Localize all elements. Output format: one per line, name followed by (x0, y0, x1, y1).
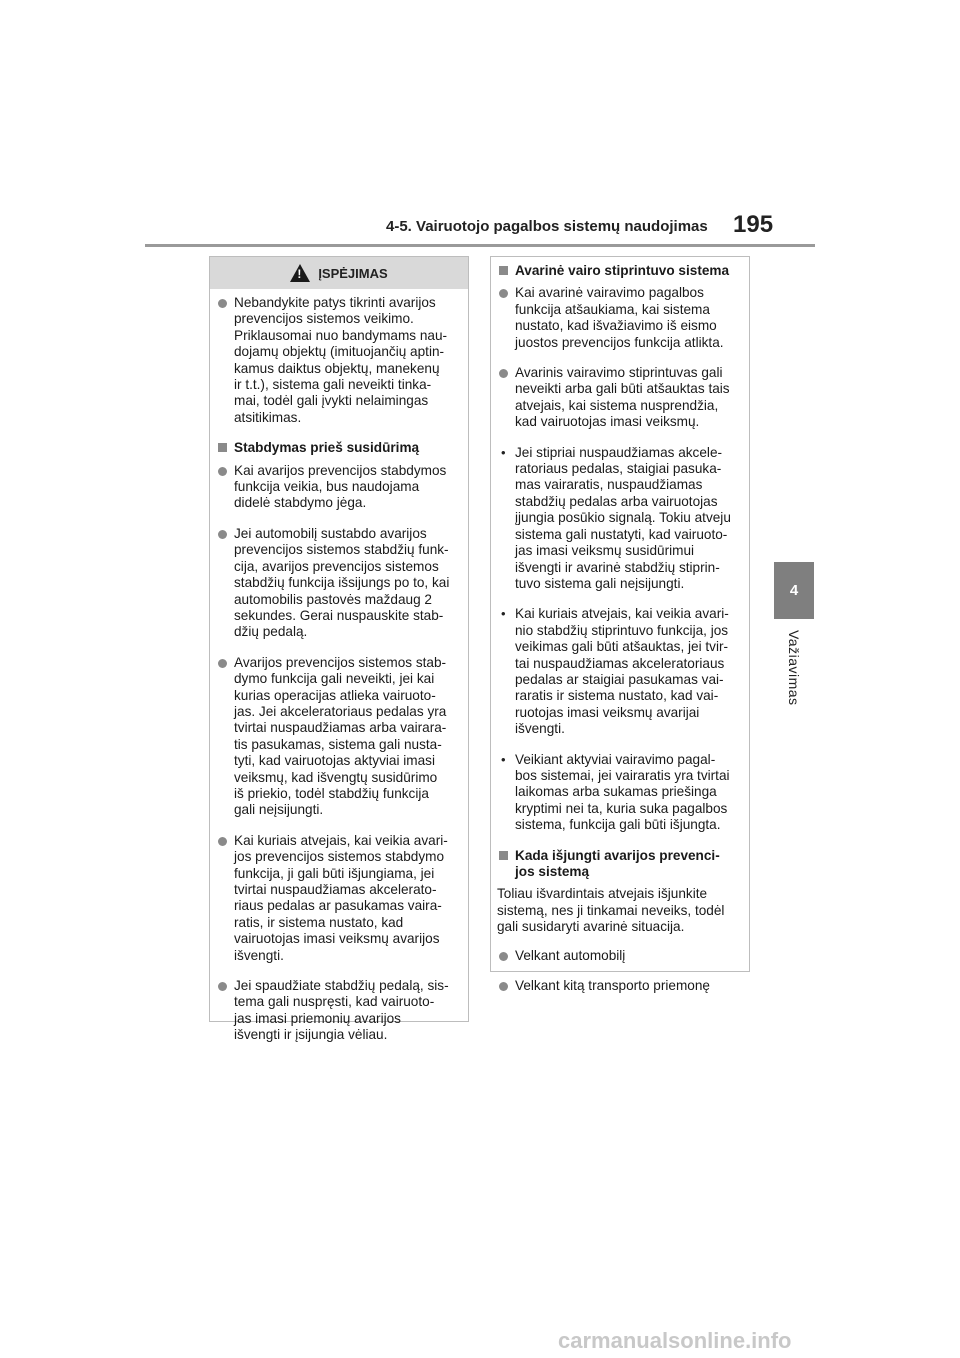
list-item: Kai avarinė vairavimo pagalbos funkcija atšaukiama, kai sistema nustato, kad išvažiavimo iš eismo juostos prevencijos funkcija atlikta. (497, 285, 741, 351)
warning-header (210, 257, 468, 289)
watermark: carmanualsonline.info (558, 1328, 792, 1353)
chapter-label: Važiavimas (786, 630, 802, 706)
warning-box (209, 256, 469, 1043)
subsection-heading: Stabdymas prieš susidūrimą (216, 440, 460, 456)
warning-triangle-icon (290, 264, 310, 282)
bullet-item: • Jei stipriai nuspaudžiamas akcele- ratoriaus pedalas, staigiai pasuka- mas vairaratis, nuspaudžiamas stabdžių pedalas arba vairuotojas įjungia posūkio signalą. Tokiu atveju sistema gali nustatyti, kad vairuoto- jas imasi veiksmų susidūrimui išvengti ir avarinė stabdžių stiprin- tuvo sistema gali neįsijungti. (497, 445, 741, 593)
list-item: Nebandykite patys tikrinti avarijos prevencijos sistemos veikimo. Priklausomai nuo bandymams nau- dojamų objektų (imituojančių aptin- kamus daiktus objektų, manekenų ir t.t.), sistema gali neveikti tinka- mai, todėl gali įvykti nelaimingas atsitikimas. (216, 295, 460, 426)
list-item: Avarinis vairavimo stiprintuvas gali neveikti arba gali būti atšauktas tais atvejais, kai sistema nusprendžia, kad vairuotojas imasi veiksmų. (497, 365, 741, 431)
list-item: Kai kuriais atvejais, kai veikia avari- jos prevencijos sistemos stabdymo funkcija, ji gali būti išjungiama, jei tvirtai nuspaudžiamas akcelerato- riaus pedalas ar pasukamas vaira- ratis, ir sistema nustato, kad vairuotojas imasi veiksmų avarijos išvengti. (216, 833, 460, 964)
bullet-item: • Veikiant aktyviai vairavimo pagal- bos sistemai, jei vairaratis yra tvirtai laikomas arba sukamas priešinga kryptimi nei ta, kuria suka pagalbos sistema, funkcija gali būti išjungta. (497, 752, 741, 834)
bullet-item: • Kai kuriais atvejais, kai veikia avari- nio stabdžių stiprintuvo funkcija, jos veikimas gali būti atšauktas, jei tvir- tai nuspaudžiamas akceleratoriaus pedalas ar staigiai pasukamas vai- raratis ir sistema nustato, kad vai- ruotojas imasi veiksmų avarijai išvengti. (497, 606, 741, 737)
page-number: 195 (733, 211, 774, 238)
list-item: Avarijos prevencijos sistemos stab- dymo funkcija gali neveikti, jei kai kurias operacijas atlieka vairuoto- jas. Jei akceleratoriaus pedalas yra tvirtai nuspaudžiamas arba vairara- tis pasukamas, sistema gali nusta- tyti, kad vairuotojas aktyviai imasi veiksmų, kad išvengtų susidūrimo iš priekio, todėl stabdžių funkcija gali neįsijungti. (216, 655, 460, 819)
info-box (490, 256, 750, 994)
list-item: Jei spaudžiate stabdžių pedalą, sis- tema gali nuspręsti, kad vairuoto- jas imasi priemonių avarijos išvengti ir įsijungia vėliau. (216, 978, 460, 1044)
section-title: 4-5. Vairuotojo pagalbos sistemų naudojimas (386, 218, 708, 235)
header-divider (145, 244, 815, 247)
info-content (491, 257, 749, 994)
chapter-tab[interactable]: 4 (774, 562, 814, 619)
list-item: Kai avarijos prevencijos stabdymos funkcija veikia, bus naudojama didelė stabdymo jėga. (216, 463, 460, 512)
warning-content (210, 289, 468, 1044)
warning-title: ĮSPĖJIMAS (318, 265, 388, 281)
list-item: Velkant kitą transporto priemonę (497, 978, 741, 994)
subsection-heading: Kada išjungti avarijos prevenci- jos sistemą (497, 848, 741, 881)
list-item: Velkant automobilį (497, 948, 741, 964)
list-item: Jei automobilį sustabdo avarijos prevencijos sistemos stabdžių funk- cija, avarijos prevencijos sistemos stabdžių funkcija išsijungs po to, kai automobilis pastovės maždaug 2 sekundes. Gerai nuspauskite stab- džių pedalą. (216, 526, 460, 641)
paragraph: Toliau išvardintais atvejais išjunkite sistemą, nes ji tinkamai neveiks, todėl gali susidaryti avarinė situacija. (497, 886, 725, 935)
subsection-heading: Avarinė vairo stiprintuvo sistema (497, 263, 741, 279)
